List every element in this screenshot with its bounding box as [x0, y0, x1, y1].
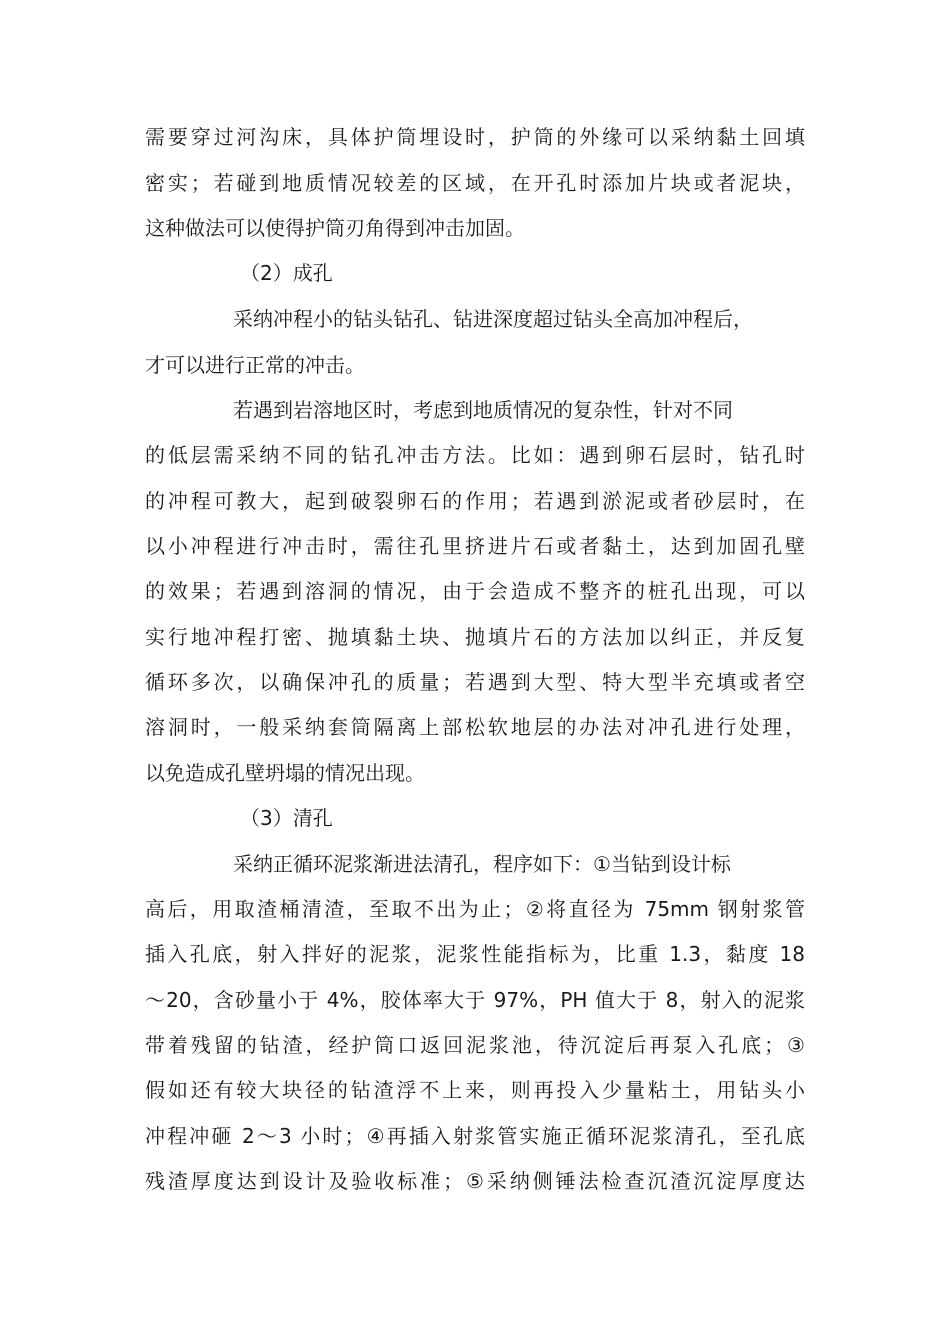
- paragraph-line: 溶洞时，一般采纳套筒隔离上部松软地层的办法对冲孔进行处理，: [145, 715, 805, 739]
- paragraph-line: 的低层需采纳不同的钻孔冲击方法。比如：遇到卵石层时，钻孔时: [145, 443, 805, 467]
- paragraph-line: 需要穿过河沟床，具体护筒埋设时，护筒的外缘可以采纳黏土回填: [145, 125, 805, 149]
- paragraph-line: 这种做法可以使得护筒刃角得到冲击加固。: [145, 216, 525, 240]
- section-heading-2: （2）成孔: [240, 261, 333, 285]
- paragraph-line: 采纳正循环泥浆渐进法清孔，程序如下：①当钻到设计标: [233, 852, 731, 876]
- paragraph-line: 高后，用取渣桶清渣，至取不出为止；②将直径为 75mm 钢射浆管: [145, 897, 805, 921]
- paragraph-line: 若遇到岩溶地区时，考虑到地质情况的复杂性，针对不同: [233, 398, 733, 422]
- paragraph-line: 实行地冲程打密、抛填黏土块、抛填片石的方法加以纠正，并反复: [145, 625, 805, 649]
- paragraph-line: 才可以进行正常的冲击。: [145, 353, 365, 377]
- paragraph-line: 以小冲程进行冲击时，需往孔里挤进片石或者黏土，达到加固孔壁: [145, 534, 805, 558]
- paragraph-line: 循环多次，以确保冲孔的质量；若遇到大型、特大型半充填或者空: [145, 670, 805, 694]
- paragraph-line: 插入孔底，射入拌好的泥浆，泥浆性能指标为，比重 1.3，黏度 18: [145, 942, 805, 966]
- paragraph-line: 残渣厚度达到设计及验收标准；⑤采纳侧锤法检查沉渣沉淀厚度达: [145, 1169, 805, 1193]
- section-heading-3: （3）清孔: [240, 806, 333, 830]
- paragraph-line: 带着残留的钻渣，经护筒口返回泥浆池，待沉淀后再泵入孔底；③: [145, 1033, 805, 1057]
- paragraph-line: 采纳冲程小的钻头钻孔、钻进深度超过钻头全高加冲程后，: [233, 307, 753, 331]
- paragraph-line: 以免造成孔壁坍塌的情况出现。: [145, 761, 425, 785]
- paragraph-line: 的冲程可教大，起到破裂卵石的作用；若遇到淤泥或者砂层时，在: [145, 489, 805, 513]
- paragraph-line: 冲程冲砸 2～3 小时；④再插入射浆管实施正循环泥浆清孔，至孔底: [145, 1124, 805, 1148]
- paragraph-line: 假如还有较大块径的钻渣浮不上来，则再投入少量粘土，用钻头小: [145, 1078, 805, 1102]
- paragraph-line: 密实；若碰到地质情况较差的区域，在开孔时添加片块或者泥块，: [145, 171, 805, 195]
- paragraph-line: ～20，含砂量小于 4%，胶体率大于 97%，PH 值大于 8，射入的泥浆: [145, 988, 805, 1012]
- paragraph-line: 的效果；若遇到溶洞的情况，由于会造成不整齐的桩孔出现，可以: [145, 579, 805, 603]
